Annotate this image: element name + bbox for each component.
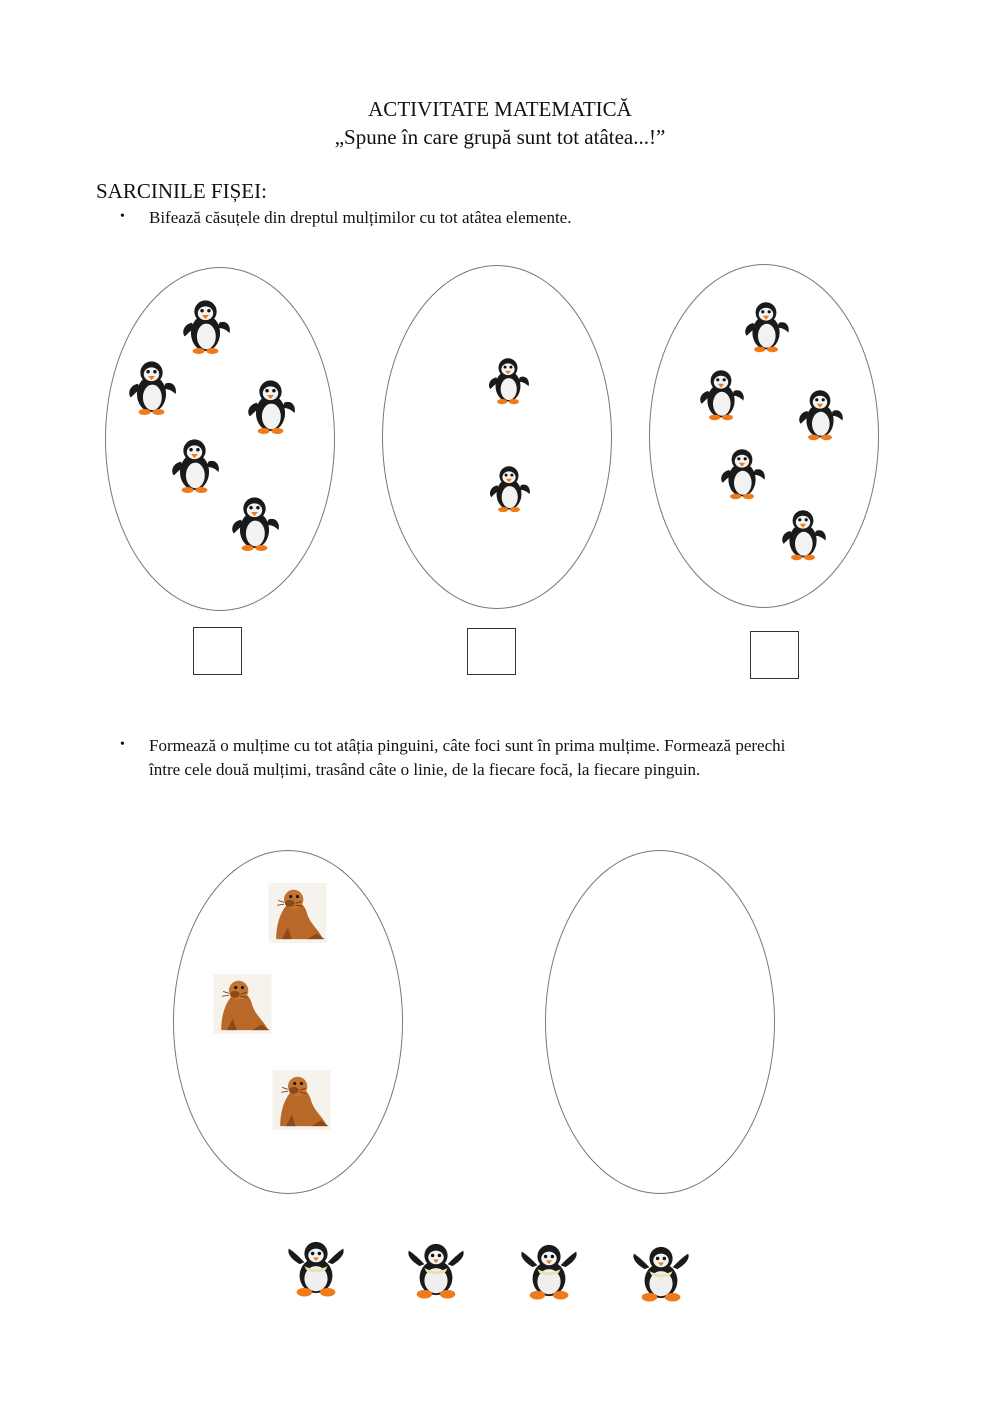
penguin-icon [167,436,222,496]
checkbox-group-2[interactable] [467,628,516,675]
penguin-icon[interactable] [407,1239,465,1301]
penguin-icon [227,494,282,554]
penguin-icon [243,377,298,437]
penguin-icon [124,358,179,418]
penguin-icon [742,297,790,357]
seal-icon [272,1070,331,1130]
empty-set-oval[interactable] [545,850,775,1194]
penguin-icon [486,351,530,411]
seal-icon [213,974,272,1034]
bullet-2: • [120,737,125,752]
penguin-icon [718,444,766,504]
set-oval-2 [382,265,612,609]
page-subtitle: „Spune în care grupă sunt tot atâtea...!” [334,125,666,149]
task2-instruction-line2: între cele două mulțimi, trasând câte o linie, de la fiecare focă, la fiecare pinguin. [149,760,701,779]
penguin-icon[interactable] [632,1242,690,1304]
task1-instruction: Bifează căsuțele din dreptul mulțimilor cu tot atâtea elemente. [149,208,572,227]
penguin-icon [697,365,745,425]
penguin-icon [487,459,531,519]
seal-icon [268,883,327,943]
penguin-icon [796,385,844,445]
page-title: ACTIVITATE MATEMATICĂ [368,97,632,121]
penguin-icon[interactable] [520,1240,578,1302]
penguin-icon[interactable] [287,1237,345,1299]
penguin-icon [178,297,233,357]
task2-instruction-line1: Formează o mulțime cu tot atâția pinguini, câte foci sunt în prima mulțime. Formează perechi [149,736,786,755]
bullet-1: • [120,209,125,224]
checkbox-group-1[interactable] [193,627,242,675]
penguin-icon [779,505,827,565]
tasks-heading: SARCINILE FIȘEI: [96,179,267,203]
checkbox-group-3[interactable] [750,631,799,679]
